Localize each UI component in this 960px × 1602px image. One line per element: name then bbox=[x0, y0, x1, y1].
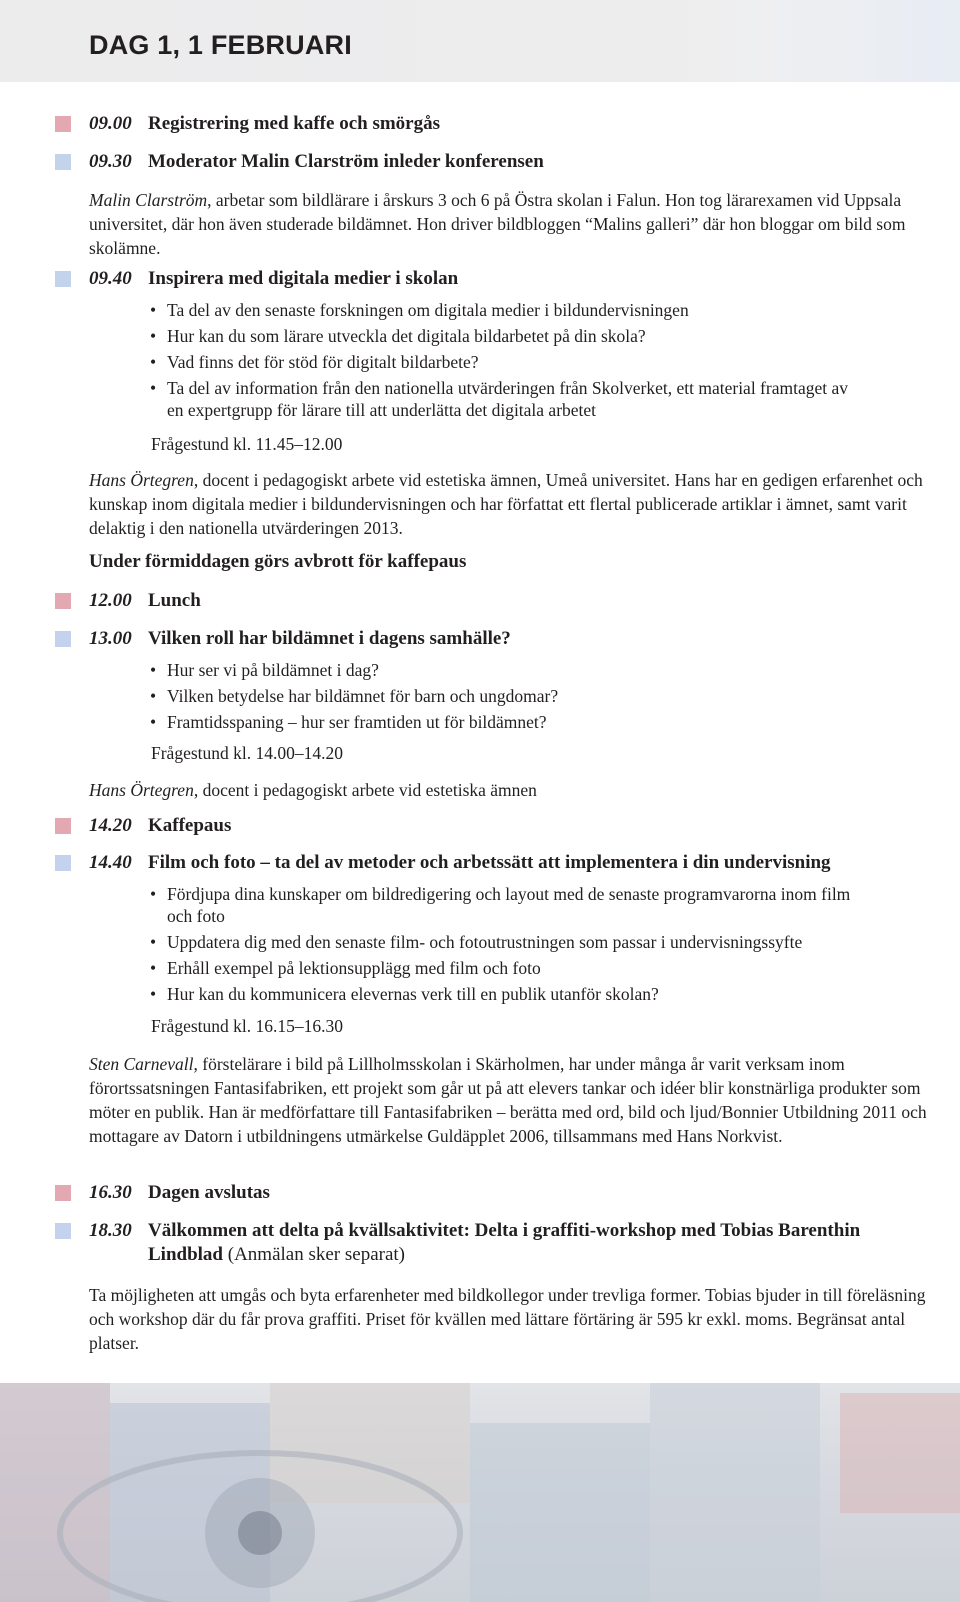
eye-graphic bbox=[0, 1383, 960, 1602]
header-fade bbox=[740, 0, 960, 82]
item-title-continued bbox=[148, 1244, 405, 1266]
item-time: 12.00 bbox=[89, 590, 132, 611]
item-title: Film och foto – ta del av metoder och arbetssätt att implementera i din undervisning bbox=[148, 852, 831, 873]
item-title: Välkommen att delta på kvällsaktivitet: Delta i graffiti-workshop med Tobias Barenthin bbox=[148, 1220, 861, 1241]
title-bold-part: Lindblad bbox=[148, 1244, 223, 1265]
blue-marker bbox=[55, 855, 71, 871]
pink-marker bbox=[55, 1185, 71, 1201]
speaker-description: , docent i pedagogiskt arbete vid estetiska ämnen, Umeå universitet. Hans har en gedigen erfarenhet och kunskap inom digitala medier i bildundervisningen och har författat ett flertal publicerade artiklar i ämnet, samt varit delaktig i den nationella utvärderingen 2013. bbox=[89, 470, 923, 538]
item-title: Registrering med kaffe och smörgås bbox=[148, 113, 440, 134]
speaker-bio bbox=[89, 1052, 927, 1148]
qa-session: Frågestund kl. 11.45–12.00 bbox=[151, 434, 343, 454]
item-time: 14.40 bbox=[89, 852, 132, 873]
list-item: • Hur kan du kommunicera elevernas verk till en publik utanför skolan? bbox=[150, 983, 860, 1005]
list-item: • Ta del av den senaste forskningen om digitala medier i bildundervisningen bbox=[150, 299, 850, 321]
page-title: DAG 1, 1 FEBRUARI bbox=[89, 30, 352, 60]
pink-marker bbox=[55, 593, 71, 609]
blue-marker bbox=[55, 154, 71, 170]
speaker-bio bbox=[89, 468, 927, 540]
list-item: • Vilken betydelse har bildämnet för barn och ungdomar? bbox=[150, 685, 850, 707]
item-title: Dagen avslutas bbox=[148, 1182, 270, 1203]
item-title: Moderator Malin Clarström inleder konferensen bbox=[148, 151, 544, 172]
list-item: • Erhåll exempel på lektionsupplägg med film och foto bbox=[150, 957, 860, 979]
qa-session: Frågestund kl. 16.15–16.30 bbox=[151, 1016, 344, 1036]
list-item: • Hur kan du som lärare utveckla det digitala bildarbetet på din skola? bbox=[150, 325, 850, 347]
blue-marker bbox=[55, 1223, 71, 1239]
speaker-bio bbox=[89, 778, 927, 802]
page-header bbox=[0, 0, 960, 82]
item-time: 13.00 bbox=[89, 628, 132, 649]
item-time: 14.20 bbox=[89, 815, 132, 836]
pink-marker bbox=[55, 818, 71, 834]
item-title: Lunch bbox=[148, 590, 201, 611]
list-item: • Fördjupa dina kunskaper om bildredigering och layout med de senaste programvarorna inom film och foto bbox=[150, 883, 860, 927]
blue-marker bbox=[55, 631, 71, 647]
speaker-bio bbox=[89, 188, 927, 260]
item-title: Inspirera med digitala medier i skolan bbox=[148, 268, 459, 289]
bullet-list bbox=[150, 883, 860, 1009]
item-time: 09.40 bbox=[89, 268, 132, 289]
decorative-footer-image bbox=[0, 1383, 960, 1602]
item-time: 16.30 bbox=[89, 1182, 132, 1203]
item-time: 18.30 bbox=[89, 1220, 132, 1241]
speaker-name: Malin Clarström bbox=[89, 190, 208, 210]
item-title: Kaffepaus bbox=[148, 815, 232, 836]
pink-marker bbox=[55, 116, 71, 132]
item-time: 09.00 bbox=[89, 113, 132, 134]
list-item: • Vad finns det för stöd för digitalt bildarbete? bbox=[150, 351, 850, 373]
qa-session: Frågestund kl. 14.00–14.20 bbox=[151, 743, 344, 763]
bullet-list bbox=[150, 659, 850, 737]
blue-marker bbox=[55, 271, 71, 287]
speaker-name: Sten Carnevall bbox=[89, 1054, 194, 1074]
item-time: 09.30 bbox=[89, 151, 132, 172]
break-note: Under förmiddagen görs avbrott för kaffepaus bbox=[89, 551, 467, 572]
speaker-name: Hans Örtegren bbox=[89, 780, 194, 800]
bullet-list bbox=[150, 299, 850, 425]
speaker-description: , förstelärare i bild på Lillholmsskolan i Skärholmen, har under många år varit verksam inom förortssatsningen Fantasifabriken, ett projekt som går ut på att elevers tankar och idéer blir konstnärliga produkter som möter en publik. Han är medförfattare till Fantasifabriken – berätta med ord, bild och ljud/Bonnier Utbildning 2011 och mottagare av Datorn i utbildningens utmärkelse Guldäpplet 2006, tillsammans med Hans Norkvist. bbox=[89, 1054, 927, 1146]
event-description: Ta möjligheten att umgås och byta erfarenheter med bildkollegor under trevliga former. Tobias bjuder in till föreläsning och workshop där du får prova graffiti. Priset för kvällen med lättare förtäring är 595 kr exkl. moms. Begränsat antal platser. bbox=[89, 1285, 926, 1353]
list-item: • Framtidsspaning – hur ser framtiden ut för bildämnet? bbox=[150, 711, 850, 733]
speaker-description: , docent i pedagogiskt arbete vid estetiska ämnen bbox=[193, 780, 537, 800]
list-item: • Ta del av information från den nationella utvärderingen från Skolverket, ett material framtaget av en expertgrupp för lärare till att underlätta det digitala arbetet bbox=[150, 377, 850, 421]
list-item: • Uppdatera dig med den senaste film- och fotoutrustningen som passar i undervisningssyfte bbox=[150, 931, 860, 953]
speaker-name: Hans Örtegren bbox=[89, 470, 194, 490]
list-item: • Hur ser vi på bildämnet i dag? bbox=[150, 659, 850, 681]
speaker-description: , arbetar som bildlärare i årskurs 3 och 6 på Östra skolan i Falun. Hon tog lärarexamen vid Uppsala universitet, där hon även studerade bildämnet. Hon driver bildbloggen “Malins galleri” där hon bloggar om bild som skolämne. bbox=[89, 190, 906, 258]
item-title: Vilken roll har bildämnet i dagens samhälle? bbox=[148, 628, 511, 649]
title-note: (Anmälan sker separat) bbox=[223, 1244, 406, 1265]
